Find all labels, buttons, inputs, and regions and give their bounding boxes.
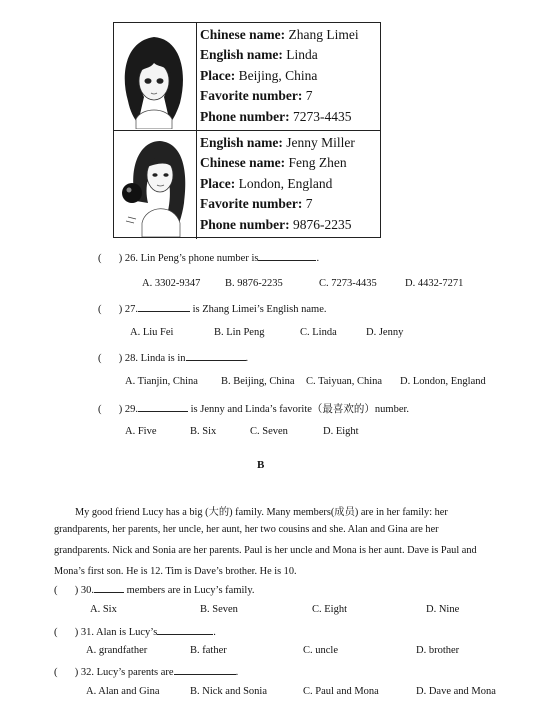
option-a[interactable]: A. grandfather xyxy=(86,645,148,656)
info-card-table xyxy=(113,22,381,238)
question-27 xyxy=(98,302,326,315)
info-label: English name: xyxy=(200,47,283,63)
info-label: Place: xyxy=(200,175,236,191)
info-line xyxy=(200,25,378,45)
option-a[interactable]: A. Alan and Gina xyxy=(86,686,160,697)
option-b[interactable]: B. Beijing, China xyxy=(221,376,295,387)
answer-blank[interactable] xyxy=(258,251,316,261)
card-row-jenny xyxy=(114,130,380,239)
option-c[interactable]: C. uncle xyxy=(303,645,338,656)
option-b[interactable]: B. Lin Peng xyxy=(214,327,265,338)
answer-paren-open: ( xyxy=(54,627,58,638)
info-label: Favorite number: xyxy=(200,196,303,212)
option-d[interactable]: D. Jenny xyxy=(366,327,404,338)
passage-line: grandparents. Nick and Sonia are her parents. Paul is her uncle and Mona is her aunt. Dave is Paul and xyxy=(54,545,477,556)
info-line xyxy=(200,215,378,235)
question-number: 27. xyxy=(124,304,138,315)
info-value: Jenny Miller xyxy=(286,135,355,150)
question-number: 26. xyxy=(124,253,138,264)
answer-blank[interactable] xyxy=(174,665,236,675)
portrait-girl-1 xyxy=(114,23,197,131)
option-c[interactable]: C. Seven xyxy=(250,426,288,437)
info-value: London, England xyxy=(238,175,333,191)
section-heading-b: B xyxy=(257,459,265,471)
info-line xyxy=(200,194,378,214)
info-value: 7 xyxy=(305,196,313,212)
option-d[interactable]: D. 4432-7271 xyxy=(405,278,464,289)
answer-paren-open: ( xyxy=(98,353,102,364)
option-b[interactable]: B. father xyxy=(190,645,227,656)
answer-paren-close: ) xyxy=(118,404,123,415)
question-text-end: . xyxy=(316,253,320,264)
answer-blank[interactable] xyxy=(138,402,188,412)
info-value: Beijing, China xyxy=(238,67,318,83)
info-label: Phone number: xyxy=(200,108,290,124)
info-label: Place: xyxy=(200,67,236,83)
question-number: 30. xyxy=(80,585,94,596)
answer-blank[interactable] xyxy=(94,583,124,593)
option-d[interactable]: D. Eight xyxy=(323,426,359,437)
question-text: Lin Peng’s phone number is xyxy=(140,253,259,264)
option-b[interactable]: B. Six xyxy=(190,426,217,437)
info-value: 7273-4435 xyxy=(293,108,352,124)
info-value: Feng Zhen xyxy=(288,155,347,171)
info-label: Favorite number: xyxy=(200,88,303,104)
info-label: Chinese name: xyxy=(200,155,286,171)
answer-paren-close: ) xyxy=(74,627,79,638)
question-text: is Jenny and Linda’s favorite（最喜欢的）number. xyxy=(190,404,410,415)
info-line xyxy=(200,174,378,194)
info-line xyxy=(200,107,378,127)
question-text: members are in Lucy’s family. xyxy=(126,585,255,596)
portrait-girl-2 xyxy=(114,131,197,239)
option-b[interactable]: B. 9876-2235 xyxy=(225,278,283,289)
question-text-end: . xyxy=(213,627,216,638)
answer-blank[interactable] xyxy=(138,302,190,312)
option-a[interactable]: A. 3302-9347 xyxy=(142,278,201,289)
option-d[interactable]: D. brother xyxy=(416,645,460,656)
option-a[interactable]: A. Tianjin, China xyxy=(125,376,198,387)
question-number: 31. xyxy=(80,627,94,638)
answer-paren-close: ) xyxy=(74,667,79,678)
passage-line: grandparents, her parents, her uncle, her aunt, her two cousins and she. Alan and Gina are her xyxy=(54,524,439,535)
card-row-linda xyxy=(114,23,380,131)
question-number: 29. xyxy=(124,404,138,415)
answer-paren-open: ( xyxy=(54,667,58,678)
info-value: Zhang Limei xyxy=(288,27,359,42)
option-d[interactable]: D. London, England xyxy=(400,376,486,387)
option-d[interactable]: D. Dave and Mona xyxy=(416,686,496,697)
info-line xyxy=(200,45,378,65)
option-b[interactable]: B. Seven xyxy=(200,604,238,615)
option-c[interactable]: C. 7273-4435 xyxy=(319,278,377,289)
info-value: 9876-2235 xyxy=(293,216,352,232)
answer-paren-close: ) xyxy=(118,304,123,315)
option-d[interactable]: D. Nine xyxy=(426,604,460,615)
question-number: 32. xyxy=(80,667,94,678)
question-number: 28. xyxy=(124,353,138,364)
option-c[interactable]: C. Paul and Mona xyxy=(303,686,379,697)
answer-paren-close: ) xyxy=(118,353,123,364)
question-text-end: . xyxy=(235,667,239,678)
question-31 xyxy=(54,625,216,638)
info-line xyxy=(200,66,378,86)
info-value: 7 xyxy=(305,88,313,104)
option-c[interactable]: C. Eight xyxy=(312,604,348,615)
info-line xyxy=(200,86,378,106)
question-text: Lucy’s parents are xyxy=(96,667,174,678)
answer-paren-close: ) xyxy=(118,253,123,264)
answer-paren-open: ( xyxy=(98,304,102,315)
answer-paren-open: ( xyxy=(98,253,102,264)
passage-line: My good friend Lucy has a big (大的) family. Many members(成员) are in her family: her xyxy=(75,507,448,518)
question-30 xyxy=(54,583,255,596)
answer-paren-open: ( xyxy=(54,585,58,596)
answer-paren-open: ( xyxy=(98,404,102,415)
question-29 xyxy=(98,401,409,416)
info-line xyxy=(200,133,378,153)
info-label: Phone number: xyxy=(200,216,290,232)
card-info-linda xyxy=(200,25,378,127)
question-text: Alan is Lucy’s xyxy=(96,627,158,638)
question-text-end: . xyxy=(245,353,249,364)
option-a[interactable]: A. Liu Fei xyxy=(130,327,174,338)
passage-line: Mona’s first son. He is 12. Tim is Dave’s brother. He is 10. xyxy=(54,566,297,577)
question-text: is Zhang Limei’s English name. xyxy=(192,304,327,315)
option-c[interactable]: C. Taiyuan, China xyxy=(306,376,383,387)
question-28 xyxy=(98,351,248,364)
question-26 xyxy=(98,251,319,264)
option-a[interactable]: A. Five xyxy=(125,426,157,437)
option-b[interactable]: B. Nick and Sonia xyxy=(190,686,267,697)
question-32 xyxy=(54,665,238,678)
info-label: English name: xyxy=(200,135,283,150)
info-label: Chinese name: xyxy=(200,27,286,42)
info-value: Linda xyxy=(286,47,318,63)
answer-blank[interactable] xyxy=(157,625,213,635)
answer-blank[interactable] xyxy=(186,351,246,361)
card-info-jenny xyxy=(200,133,378,235)
answer-paren-close: ) xyxy=(74,585,79,596)
info-line xyxy=(200,153,378,173)
option-a[interactable]: A. Six xyxy=(90,604,117,615)
option-c[interactable]: C. Linda xyxy=(300,327,337,338)
question-text: Linda is in xyxy=(140,353,186,364)
